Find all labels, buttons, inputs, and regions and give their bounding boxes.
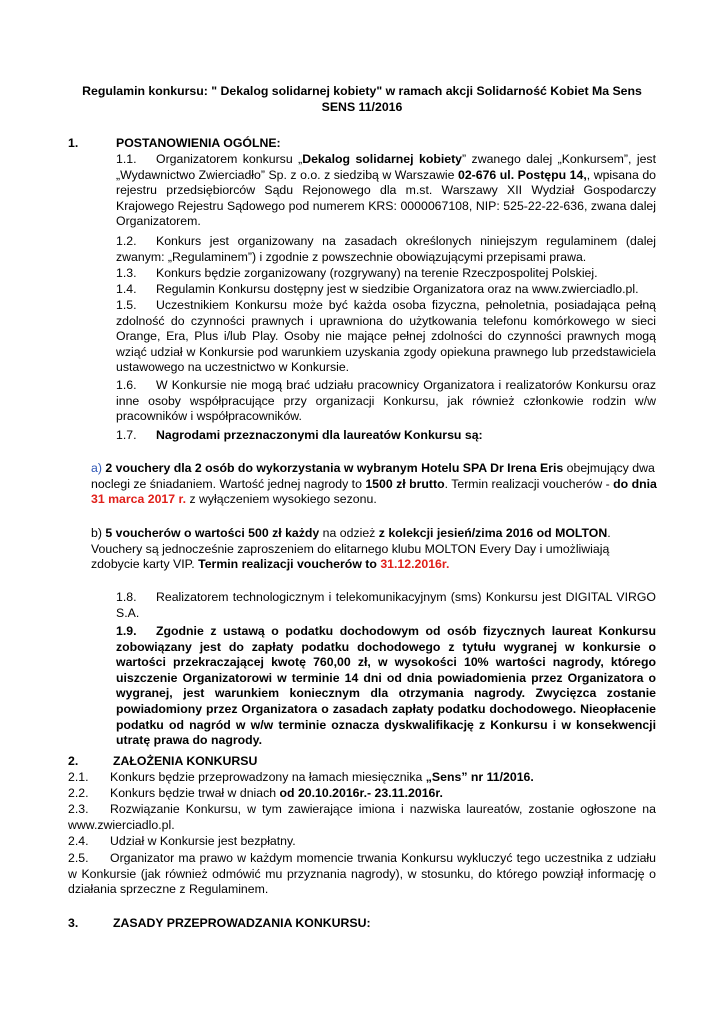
prize-value: 1500 zł brutto [365,476,445,491]
clause-text: W Konkursie nie mogą brać udziału pracownicy Organizatora i realizatorów Konkursu oraz inne osoby współpracujące przy organizacji Konkursu, jak również członkowie rodzin w/w pracowników i współpracowników. [116,378,656,424]
prize-a [91,461,657,508]
clause-number: 1.3. [116,266,137,280]
clause-1-4 [116,282,656,298]
clause-text: , wpisana do rejestru przedsiębiorców Sądu Rejonowego dla m.st. Warszawy XII Wydział Gospodarczy Krajowego Rejestru Sądowego pod numerem KRS: 0000067108, NIP: 525-22-22-636, zwana dalej Organizatorem. [116,167,656,229]
clause-text: Regulamin Konkursu dostępny jest w siedzibie Organizatora oraz na www.zwierciadlo.pl. [156,282,639,296]
clause-1-3 [116,266,656,282]
prize-name: 5 voucherów o wartości 500 zł każdy [101,526,320,540]
clause-1-2 [116,234,656,265]
clause-text: Realizatorem technologicznym i telekomunikacyjnym (sms) Konkursu jest DIGITAL VIRGO S.A. [116,590,656,620]
prize-text: do dnia [613,476,657,491]
clause-number: 2.3. [68,802,89,816]
clause-1-9 [116,624,656,749]
clause-text: Konkurs będzie przeprowadzony na łamach miesięcznika [110,770,426,784]
clause-text: ” zwanego dalej „Konkursem”, jest „Wydawnictwo Zwierciadło” Sp. z o.o. z siedzibą w Warszawie [116,152,656,182]
section-2-heading [68,754,257,770]
prize-letter: b) [91,526,102,540]
clause-1-7 [116,428,656,444]
clause-number: 2.4. [68,834,89,848]
clause-text: Uczestnikiem Konkursu może być każda osoba fizyczna, pełnoletnia, posiadająca pełną zdolność do czynności prawnych i uprawniona do użytkowania telefonu komórkowego w sieci Orange, Era, Plus i/lub Play. Osoby nie mające pełnej zdolności do czynności prawnych mogą wziąć udział w Konkursie pod warunkiem uzyskania zgody opiekuna prawnego lub przedstawiciela ustawowego na uczestnictwo w Konkursie. [116,298,656,375]
contest-dates: od 20.10.2016r.- 23.11.2016r. [279,786,443,800]
section-number: 1. [68,136,79,150]
clause-text: Konkurs będzie trwał w dniach [110,786,280,800]
clause-text: Konkurs jest organizowany na zasadach określonych niniejszym regulaminem (dalej zwanym: „Regulaminem”) i zgodnie z powszechnie obowiązującymi przepisami prawa. [116,234,656,264]
clause-number: 1.8. [116,590,137,604]
clause-1-6 [116,378,656,425]
clause-1-8 [116,590,656,621]
prize-text: z wyłączeniem wysokiego sezonu. [186,492,377,507]
clause-number: 2.2. [68,786,89,800]
prize-deadline: 31 marca 2017 r. [91,492,187,507]
clause-number: 1.4. [116,282,137,296]
prize-deadline: 31.12.2016r. [380,557,450,572]
clause-2-1 [68,770,656,786]
section-1-heading [68,136,281,152]
prize-text: . Vouchery są jednocześnie zaproszeniem do elitarnego klubu MOLTON Every Day i umożliwiają zdobycie karty VIP. [91,526,611,572]
clause-number: 1.1. [116,152,137,166]
contest-name: Dekalog solidarnej kobiety [302,152,463,166]
clause-text: Organizatorem konkursu „ [156,152,303,166]
prize-text: na odzież [319,526,379,540]
section-number: 2. [68,754,79,768]
clause-number: 1.9. [116,624,137,638]
clause-number: 2.1. [68,770,89,784]
clause-text: Nagrodami przeznaczonymi dla laureatów Konkursu są: [156,428,483,442]
section-title: ZASADY PRZEPROWADZANIA KONKURSU: [113,916,371,930]
document-title [80,84,644,115]
title-line-1: Regulamin konkursu: " Dekalog solidarnej kobiety" w ramach akcji Solidarność Kobiet Ma Sens [82,84,642,98]
clause-2-4 [68,834,656,850]
clause-number: 2.5. [68,851,89,865]
clause-2-3 [68,802,656,833]
clause-1-1 [116,152,656,230]
prize-text: Termin realizacji voucherów to [198,557,381,572]
clause-number: 1.7. [116,428,137,442]
address: 02-676 ul. Postępu 14, [457,167,587,182]
clause-text: Zgodnie z ustawą o podatku dochodowym od osób fizycznych laureat Konkursu zobowiązany jest do zapłaty podatku dochodowego z tytułu wygranej w konkursie o wartości przekraczającej kwotę 760,00 zł, w wysokości 10% wartości nagrody, którego uiszczenie Organizatorowi w terminie 14 dni od dnia powiadomienia przez Organizatora o wygranej, jest warunkiem koniecznym dla otrzymania nagrody. Zwycięzca zostanie powiadomiony przez Organizatora o zasadach zapłaty podatku dochodowego. Nieopłacenie podatku od nagród w w/w terminie oznacza dyskwalifikację z Konkursu i w konsekwencji utratę prawa do nagrody. [116,624,656,748]
clause-text: Udział w Konkursie jest bezpłatny. [110,834,296,848]
clause-1-5 [116,298,656,376]
prize-text: obejmujący dwa noclegi ze śniadaniem. Wartość jednej nagrody to [91,461,655,491]
clause-2-2 [68,786,656,802]
magazine-issue: „Sens” nr 11/2016. [425,770,534,784]
section-3-heading [68,916,371,932]
title-line-2: SENS 11/2016 [321,99,403,114]
clause-number: 1.6. [116,378,137,392]
prize-collection: z kolekcji jesień/zima 2016 od MOLTON [378,526,608,540]
clause-text: Organizator ma prawo w każdym momencie trwania Konkursu wykluczyć tego uczestnika z udziału w Konkursie (jak również odmówić mu przyznania nagrody), w stosunku, do którego powziął informację o działania sprzeczne z Regulaminem. [68,851,656,897]
section-title: ZAŁOŻENIA KONKURSU [113,754,258,768]
clause-text: Rozwiązanie Konkursu, w tym zawierające imiona i nazwiska laureatów, zostanie ogłoszone na www.zwierciadlo.pl. [68,802,656,832]
clause-number: 1.2. [116,234,137,248]
prize-text: . Termin realizacji voucherów - [444,476,614,491]
section-title: POSTANOWIENIA OGÓLNE: [116,136,281,150]
clause-text: Konkurs będzie zorganizowany (rozgrywany) na terenie Rzeczpospolitej Polskiej. [156,266,598,280]
section-number: 3. [68,916,79,930]
prize-name: 2 vouchery dla 2 osób do wykorzystania w wybranym Hotelu SPA Dr Irena Eris [101,461,564,475]
clause-number: 1.5. [116,298,137,312]
prize-letter: a) [91,461,102,475]
prize-b [91,526,657,573]
clause-2-5 [68,851,656,898]
